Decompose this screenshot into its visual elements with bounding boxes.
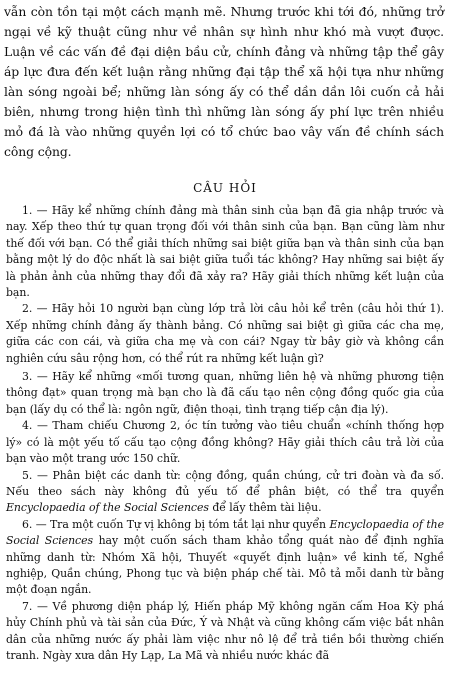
question-6-text-end: hay một cuốn sách tham khảo tổng quát nào để định nghĩa những danh từ: Nhóm Xã hội, Thuyết «quyết định luận» về kinh tế, Nghề nghiệp, Quần chúng, Phong tục và biện pháp chế tài. Mô tả mỗi danh từ bằng một đoạn ngắn.	[6, 534, 444, 597]
intro-paragraph	[4, 2, 444, 162]
question-4: 4. — Tham chiếu Chương 2, óc tín tưởng vào tiêu chuẩn «chính thống hợp lý» có là một yếu tố cấu tạo cộng đồng không? Hãy giải thích câu trả lời của bạn vào một trang ước 150 chữ.	[6, 419, 444, 466]
question-5	[6, 468, 444, 517]
question-7: 7. — Về phương diện pháp lý, Hiến pháp Mỹ không ngăn cấm Hoa Kỳ phá hủy Chính phủ và tài sản của Đức, Ý và Nhật và cũng không cấm việc bắt nhân dân của những nước ấy phải làm việc như nô lệ để trả tiền bồi thường chiến tranh. Ngày xưa dân Hy Lạp, La Mã và nhiều nước khác đã	[6, 599, 444, 662]
question-5-text: 5. — Phân biệt các danh từ: cộng đồng, quần chúng, cử tri đoàn và đa số. Nếu theo sách này không đủ yếu tố để phân biệt, có thể tra quyển	[6, 468, 444, 498]
question-3: 3. — Hãy kể những «mối tương quan, những liên hệ và những phương tiện thông đạt» quan trọng mà bạn cho là đã cấu tạo nên cộng đồng quốc gia của bạn (lấy dụ có thể là: ngôn ngữ, điện thoại, tình trạng tiếp cận địa lý).	[6, 370, 444, 416]
section-heading: CÂU HỎI	[193, 181, 257, 195]
question-2: 2. — Hãy hỏi 10 người bạn cùng lớp trả lời câu hỏi kể trên (câu hỏi thứ 1). Xếp những chính đảng ấy thành bảng. Có những sai biệt gì giữa các cha mẹ, giữa các con cái, và giữa cha mẹ và con cái? Ngay từ bây giờ và không cần nghiên cứu sâu rộng hơn, có thể rút ra những kết luận gì?	[6, 302, 444, 365]
question-6-book-title: Encyclopaedia of the Social Sciences	[6, 517, 445, 548]
question-5-book-title: Encyclopaedia of the Social Sciences	[6, 501, 209, 515]
question-1: 1. — Hãy kể những chính đảng mà thân sinh của bạn đã gia nhập trước và nay. Xếp theo thứ tự quan trọng đối với thân sinh của bạn. Bạn cũng làm như thế đối với bạn. Có thể giải thích những sai biệt giữa bạn và thân sinh của bạn bằng một lý do độc nhất là sai biệt giữa tuổi tác không? Hay những sai biệt ấy là phản ảnh của những thay đổi đã xảy ra? Hãy giải thích những kết luận của bạn.	[6, 204, 444, 300]
question-6-text: 6. — Tra một cuốn Tự vị không bị tóm tắt lại như quyển	[22, 517, 330, 531]
intro-text: vẫn còn tồn tại một cách mạnh mẽ. Nhưng trước khi tới đó, những trở ngại về kỹ thuật cũng như về nhân sự hình như khó mà vượt được. Luận về các vấn đề đại diện bầu cử, chính đảng và những tập thể gây áp lực đưa đến kết luận rằng những đại tập thể xã hội tựa như những làn sóng ngoài bể; những làn sóng ấy có thể dần dần lôi cuốn cả hải biên, nhưng trong hiện tình thì những làn sóng ấy phí lực trên nhiều mỏ đá là vào những quyền lợi có tổ chức bao vây vấn đề chính sách công cộng.	[4, 4, 444, 159]
question-5-text-end: để lấy thêm tài liệu.	[208, 501, 322, 515]
question-6	[6, 517, 444, 599]
question-list	[6, 203, 444, 664]
